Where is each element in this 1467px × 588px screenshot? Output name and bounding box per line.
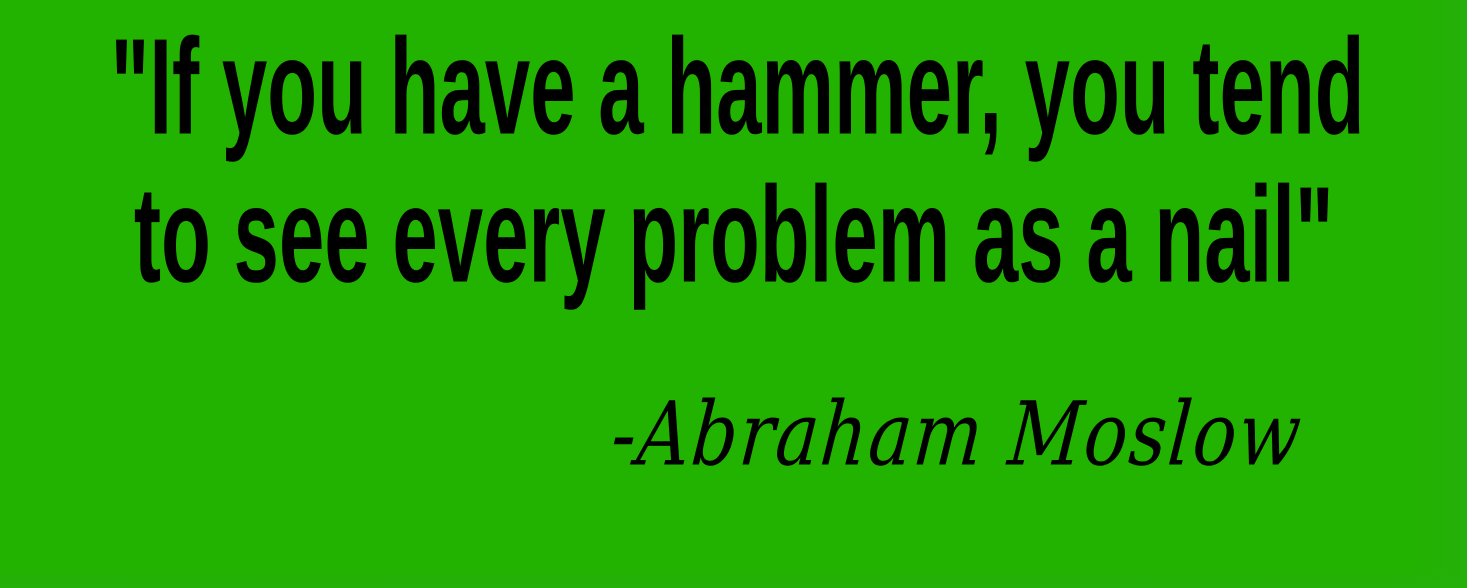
quote-line-2 [0, 159, 1467, 312]
quote-attribution-text: -Abraham Moslow [607, 382, 1307, 486]
quote-attribution [607, 382, 1402, 486]
quote-line-1-text: "If you have a hammer, you tend [110, 11, 1365, 164]
background-edge-bottom [0, 568, 1467, 588]
quote-line-2-text: to see every problem as a nail" [133, 159, 1334, 312]
quote-line-1 [0, 11, 1467, 164]
